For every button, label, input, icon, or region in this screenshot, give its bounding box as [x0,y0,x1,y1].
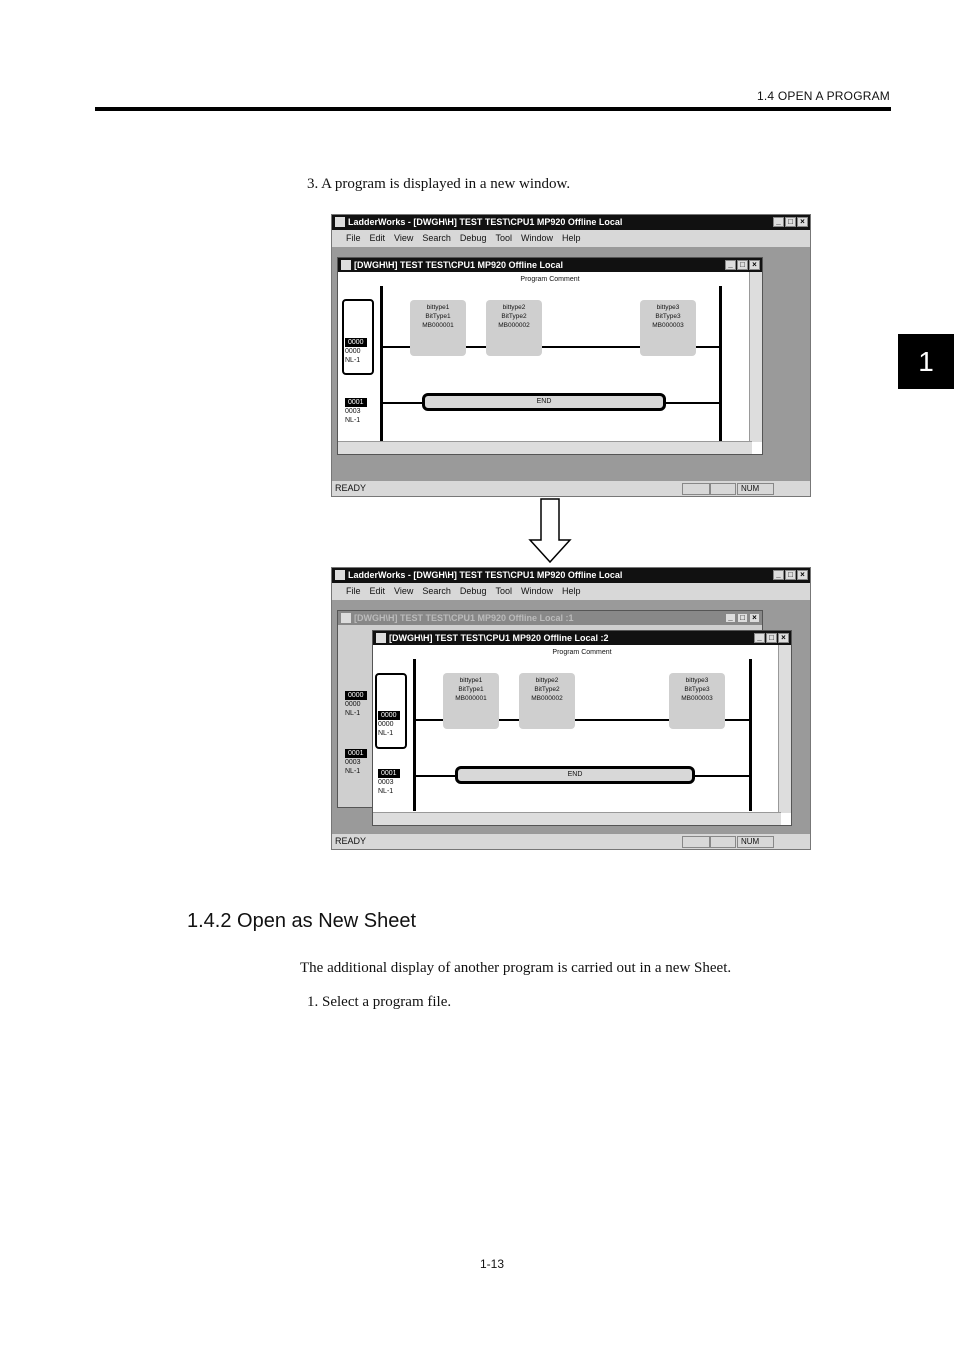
menu-bar-2 [332,583,810,600]
horizontal-scrollbar[interactable] [338,441,752,454]
section-heading: 1.4.2 Open as New Sheet [187,910,417,932]
app-title-bar-2 [332,568,810,583]
sheet-2-close-button[interactable]: × [778,633,789,643]
contact-2[interactable]: bittype2 BitType2 MB000002 [486,300,542,356]
end-instruction[interactable]: END [422,393,666,411]
vertical-scrollbar[interactable] [749,272,762,442]
step-3-text: 3. A program is displayed in a new window. [307,176,571,192]
status-pane-1 [682,483,710,495]
app-title-2: LadderWorks - [DWGH\H] TEST TEST\CPU1 MP920 Offline Local [348,570,623,580]
menu-tool[interactable]: Tool [495,233,512,243]
sheet-1-icon [341,613,351,623]
num-indicator: NUM [737,483,774,495]
sheet-1-title-bar[interactable] [338,611,762,625]
step-1-text: 1. Select a program file. [307,994,452,1010]
menu-view-2[interactable]: View [394,586,414,596]
menu-window-2[interactable]: Window [520,586,553,596]
sheet-2-window [372,630,792,826]
sheet-1-close-button[interactable]: × [749,613,760,623]
sheet-1-minimize-button[interactable]: _ [725,613,736,623]
menu-debug[interactable]: Debug [459,233,487,243]
left-power-rail [380,286,383,441]
menu-bar [332,230,810,247]
menu-help[interactable]: Help [561,233,581,243]
status-bar [332,480,810,496]
menu-file-2[interactable]: File [346,586,361,596]
sheet-1-rung-2-label: 0001 0003 NL-1 [345,749,367,776]
program-comment-2: Program Comment [552,649,612,656]
menu-file[interactable]: File [346,233,361,243]
down-arrow-icon [527,498,573,564]
status-text: READY [335,483,367,493]
menu-window[interactable]: Window [520,233,553,243]
child-maximize-button[interactable]: □ [737,260,748,270]
end-instruction-2[interactable]: END [455,766,695,784]
app-title-bar [332,215,810,230]
child-title-bar [338,258,762,272]
menu-search-2[interactable]: Search [422,586,451,596]
header-rule [95,107,891,111]
sheet-2-minimize-button[interactable]: _ [754,633,765,643]
child-icon [341,260,351,270]
rung-1-label: 0000 0000 NL-1 [345,338,367,365]
close-button[interactable]: × [797,217,808,227]
running-header: 1.4 OPEN A PROGRAM [757,89,890,103]
menu-help-2[interactable]: Help [561,586,581,596]
right-power-rail [719,286,722,441]
page-number: 1-13 [480,1257,505,1271]
screenshot-new-sheet-window [331,567,811,850]
maximize-button[interactable]: □ [785,217,796,227]
close-button-2[interactable]: × [797,570,808,580]
right-power-rail-2 [749,659,752,811]
sheet-2-rung-2-label: 0001 0003 NL-1 [378,769,400,796]
sheet-2-title: [DWGH\H] TEST TEST\CPU1 MP920 Offline Local :2 [389,633,609,643]
status-bar-2 [332,833,810,849]
sheet-1-title: [DWGH\H] TEST TEST\CPU1 MP920 Offline Local :1 [354,613,574,623]
rung-2-label: 0001 0003 NL-1 [345,398,367,425]
sheet-1-rung-1-label: 0000 0000 NL-1 [345,691,367,718]
chapter-tab: 1 [898,334,954,389]
contact-1[interactable]: bittype1 BitType1 MB000001 [410,300,466,356]
app-icon-2 [335,570,345,580]
app-icon [335,217,345,227]
horizontal-scrollbar-2[interactable] [373,812,781,825]
screenshot-single-window [331,214,811,497]
app-title: LadderWorks - [DWGH\H] TEST TEST\CPU1 MP920 Offline Local [348,217,623,227]
sheet-2-icon [376,633,386,643]
status-text-2: READY [335,836,367,846]
vertical-scrollbar-2[interactable] [778,645,791,813]
minimize-button[interactable]: _ [773,217,784,227]
body-paragraph: The additional display of another program is carried out in a new Sheet. [300,960,732,976]
child-minimize-button[interactable]: _ [725,260,736,270]
ladder-child-window [337,257,763,455]
menu-edit[interactable]: Edit [369,233,386,243]
menu-edit-2[interactable]: Edit [369,586,386,596]
coil-3[interactable]: bittype3 BitType3 MB000003 [640,300,696,356]
sheet-2-maximize-button[interactable]: □ [766,633,777,643]
menu-view[interactable]: View [394,233,414,243]
menu-search[interactable]: Search [422,233,451,243]
sheet-2-title-bar[interactable] [373,631,791,645]
contact-2-b[interactable]: bittype2 BitType2 MB000002 [519,673,575,729]
sheet-2-rung-1-label: 0000 0000 NL-1 [378,711,400,738]
maximize-button-2[interactable]: □ [785,570,796,580]
minimize-button-2[interactable]: _ [773,570,784,580]
program-comment: Program Comment [520,276,580,283]
status-pane-2 [710,483,736,495]
num-indicator-2: NUM [737,836,774,848]
contact-1-b[interactable]: bittype1 BitType1 MB000001 [443,673,499,729]
child-close-button[interactable]: × [749,260,760,270]
left-power-rail-2 [413,659,416,811]
sheet-1-maximize-button[interactable]: □ [737,613,748,623]
status-pane-2b [710,836,736,848]
child-title: [DWGH\H] TEST TEST\CPU1 MP920 Offline Local [354,260,564,270]
menu-debug-2[interactable]: Debug [459,586,487,596]
menu-tool-2[interactable]: Tool [495,586,512,596]
coil-3-b[interactable]: bittype3 BitType3 MB000003 [669,673,725,729]
status-pane-1b [682,836,710,848]
